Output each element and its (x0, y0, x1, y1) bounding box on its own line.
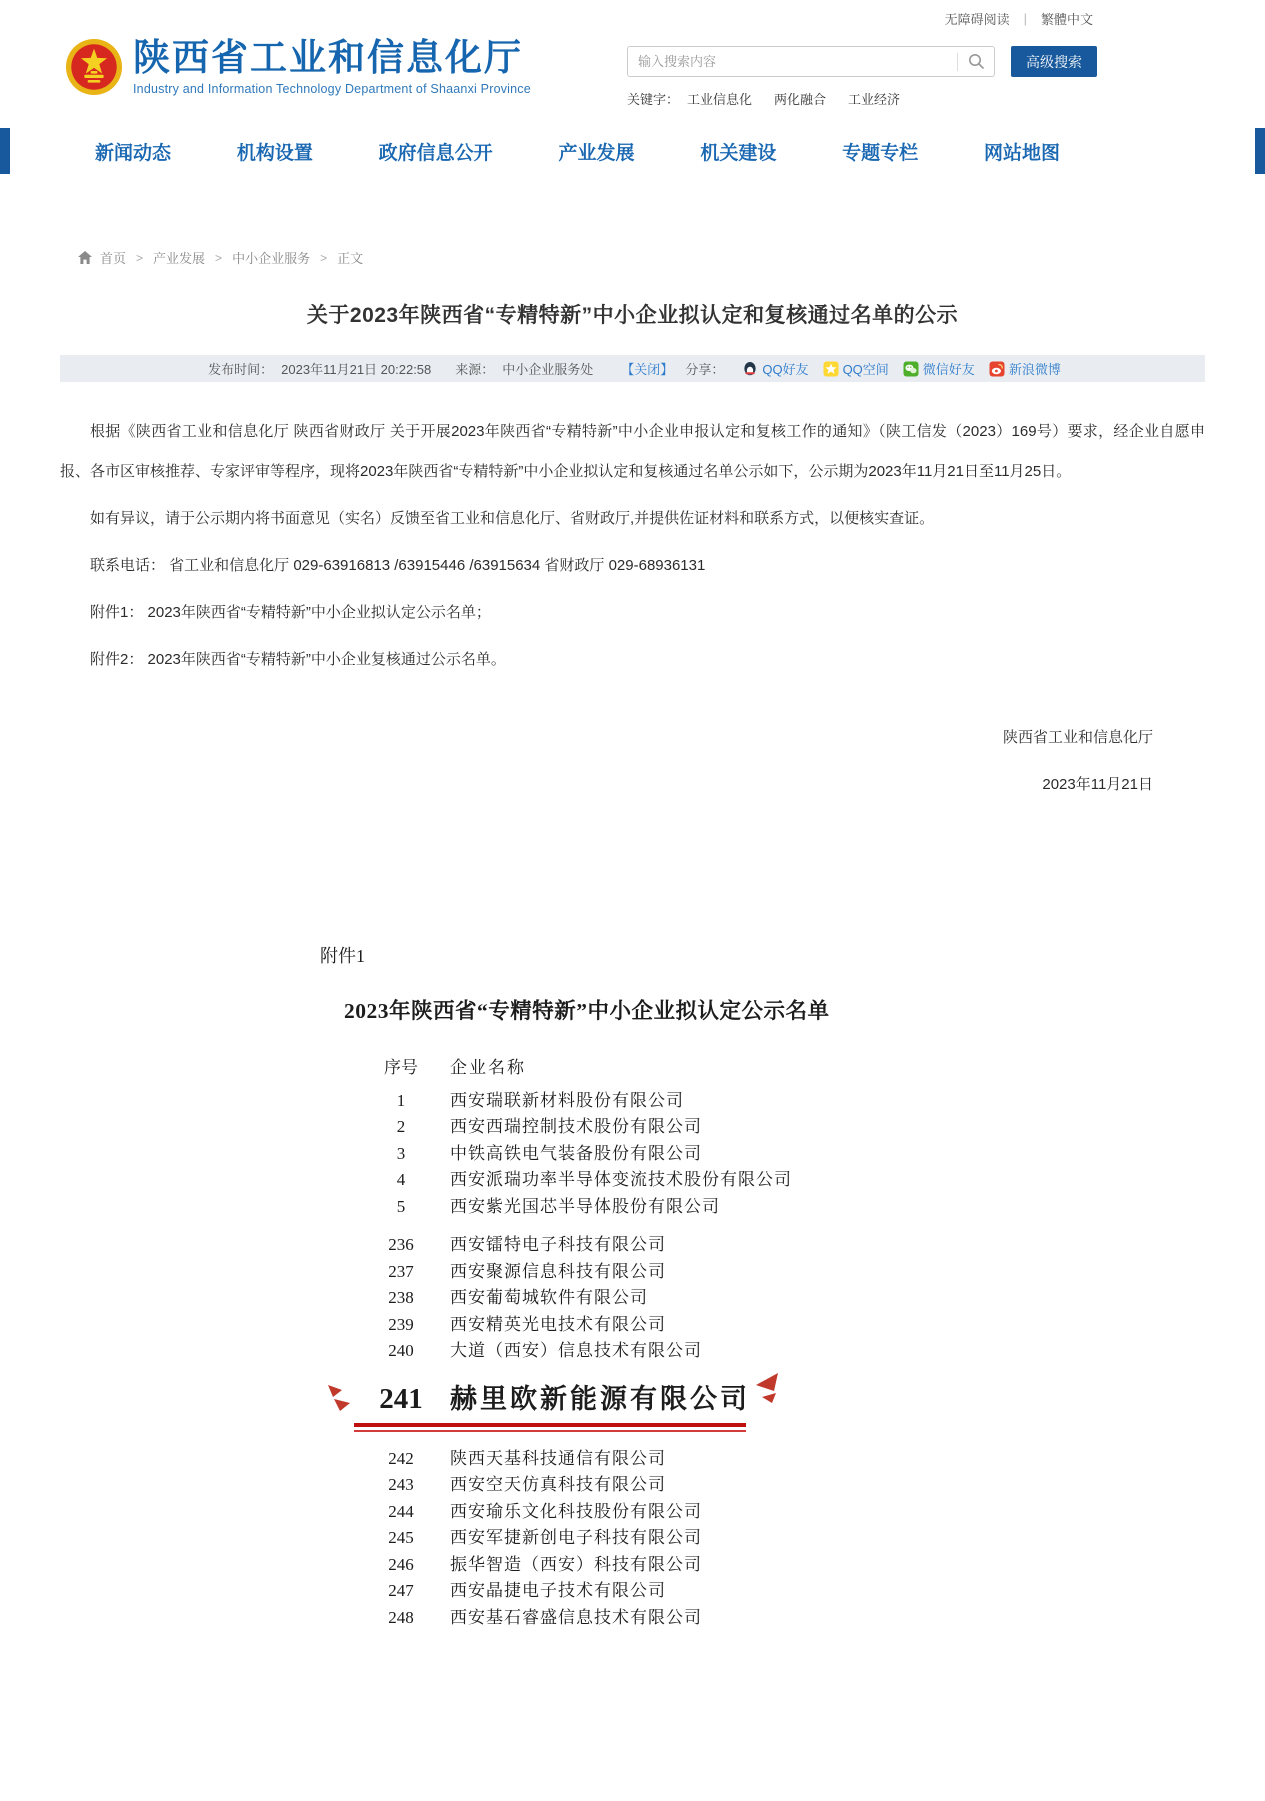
breadcrumb-sme-service[interactable]: 中小企业服务 (232, 251, 311, 266)
weibo-icon (989, 361, 1005, 377)
paragraph-attachment1-ref: 附件1： 2023年陕西省“专精特新”中小企业拟认定公示名单； (90, 604, 491, 621)
row-number: 237 (388, 1261, 414, 1281)
table-row (358, 1285, 980, 1312)
row-company-name: 西安晶捷电子技术有限公司 (450, 1581, 666, 1600)
row-number: 244 (388, 1501, 414, 1521)
paragraph-contact: 联系电话： 省工业和信息化厅 029-63916813 /63915446 /63915634 省财政厅 029-68936131 (90, 557, 706, 574)
highlight-row-number: 241 (379, 1382, 423, 1415)
table-row (358, 1446, 980, 1473)
site-subtitle: Industry and Information Technology Department of Shaanxi Province (133, 82, 531, 96)
rows-group-mid (358, 1232, 980, 1365)
row-company-name: 西安西瑞控制技术股份有限公司 (450, 1117, 702, 1136)
row-company-name: 西安葡萄城软件有限公司 (450, 1288, 648, 1307)
share-wechat-label: 微信好友 (922, 362, 975, 377)
table-header-row (358, 1055, 980, 1082)
article-meta-bar (60, 355, 1205, 382)
keyword-link[interactable]: 两化融合 (774, 92, 827, 107)
row-company-name: 西安紫光国芯半导体股份有限公司 (450, 1196, 720, 1216)
share-weibo[interactable] (989, 359, 1061, 378)
row-company-name: 西安基石睿盛信息技术有限公司 (450, 1607, 702, 1627)
nav-item[interactable]: 网站地图 (983, 142, 1060, 164)
article-title: 关于2023年陕西省“专精特新”中小企业拟认定和复核通过名单的公示 (306, 304, 959, 327)
publish-time: 2023年11月21日 20:22:58 (281, 362, 432, 377)
breadcrumb-industry[interactable]: 产业发展 (153, 251, 206, 266)
rows-group-top (358, 1088, 980, 1221)
row-number: 246 (388, 1554, 414, 1574)
search-icon (968, 53, 985, 70)
breadcrumb-current: 正文 (337, 251, 364, 266)
national-emblem-logo (65, 38, 123, 96)
attachment1-document (320, 942, 980, 1631)
table-row (358, 1088, 980, 1115)
attachment-label: 附件1 (320, 946, 365, 966)
row-number: 3 (396, 1143, 406, 1163)
highlight-company-name: 赫里欧新能源有限公司 (450, 1383, 750, 1414)
qq-icon (742, 361, 758, 377)
breadcrumb-separator: > (136, 250, 144, 265)
highlight-red-underline (354, 1423, 746, 1432)
source-value: 中小企业服务处 (502, 362, 594, 377)
nav-items (10, 128, 1255, 174)
row-number: 243 (388, 1475, 414, 1494)
row-company-name: 西安聚源信息科技有限公司 (450, 1261, 666, 1281)
site-header (0, 36, 1265, 128)
row-company-name: 西安军捷新创电子科技有限公司 (450, 1528, 702, 1547)
source-label: 来源： (455, 362, 495, 377)
accessibility-link[interactable]: 无障碍阅读 (944, 11, 1010, 27)
table-row (358, 1141, 980, 1168)
traditional-chinese-link[interactable]: 繁體中文 (1040, 11, 1093, 27)
table-row (358, 1194, 980, 1221)
breadcrumb-home[interactable]: 首页 (100, 251, 127, 266)
row-number: 2 (396, 1117, 406, 1136)
column-header-name: 企业名称 (450, 1058, 526, 1077)
breadcrumb-separator: > (320, 250, 328, 265)
share-qq-label: QQ好友 (762, 362, 809, 377)
site-branding (133, 36, 531, 96)
share-qzone[interactable] (823, 359, 889, 378)
table-row (358, 1525, 980, 1552)
close-link[interactable]: 【关闭】 (621, 362, 674, 377)
column-header-no: 序号 (384, 1058, 418, 1077)
publish-time-label: 发布时间： (208, 362, 274, 377)
share-weibo-label: 新浪微博 (1008, 362, 1061, 377)
row-company-name: 大道（西安）信息技术有限公司 (450, 1341, 702, 1360)
row-number: 248 (388, 1607, 414, 1627)
row-company-name: 西安派瑞功率半导体变流技术股份有限公司 (450, 1170, 792, 1189)
search-keywords (627, 89, 1097, 108)
table-row (358, 1472, 980, 1499)
row-number: 4 (396, 1170, 406, 1189)
search-area (627, 46, 1097, 108)
row-company-name: 西安镭特电子科技有限公司 (450, 1235, 666, 1254)
paragraph-objection: 如有异议，请于公示期内将书面意见（实名）反馈至省工业和信息化厅、省财政厅,并提供佐证材料和联系方式，以便核实查证。 (90, 510, 935, 527)
search-input[interactable] (628, 47, 957, 76)
qzone-star-icon (823, 361, 839, 377)
table-row (358, 1167, 980, 1194)
row-company-name: 西安瑞联新材料股份有限公司 (450, 1090, 684, 1110)
red-arrow-left-icon (326, 1383, 352, 1415)
keyword-link[interactable]: 工业信息化 (687, 92, 753, 107)
share-label: 分享： (685, 362, 725, 377)
table-row (358, 1578, 980, 1605)
home-icon (78, 251, 92, 264)
company-list-table (358, 1055, 980, 1631)
row-number: 1 (396, 1090, 406, 1110)
nav-item[interactable]: 机构设置 (236, 142, 313, 164)
article-body (60, 412, 1205, 680)
row-number: 236 (388, 1235, 414, 1254)
advanced-search-button[interactable]: 高级搜索 (1011, 46, 1097, 77)
table-row (358, 1499, 980, 1526)
nav-item[interactable]: 专题专栏 (842, 142, 919, 164)
table-row (358, 1338, 980, 1365)
highlighted-row-241 (358, 1377, 980, 1416)
signature-org: 陕西省工业和信息化厅 (1002, 729, 1153, 746)
table-row (358, 1312, 980, 1339)
breadcrumb (60, 248, 1205, 267)
keywords-label: 关键字： (627, 92, 680, 107)
row-company-name: 陕西天基科技通信有限公司 (450, 1448, 666, 1468)
share-wechat[interactable] (903, 359, 975, 378)
table-row (358, 1605, 980, 1632)
row-number: 245 (388, 1528, 414, 1547)
row-number: 242 (388, 1448, 414, 1468)
share-qzone-label: QQ空间 (842, 362, 889, 377)
row-number: 5 (396, 1196, 406, 1216)
nav-item[interactable]: 机关建设 (700, 142, 777, 164)
table-row (358, 1552, 980, 1579)
main-navigation (0, 128, 1265, 174)
search-box (627, 46, 995, 77)
signature-date: 2023年11月21日 (1042, 776, 1153, 793)
row-number: 247 (388, 1581, 414, 1600)
rows-group-bottom (358, 1446, 980, 1632)
row-number: 240 (388, 1341, 414, 1360)
nav-item[interactable]: 产业发展 (558, 142, 635, 164)
search-button[interactable] (958, 47, 994, 76)
share-qq[interactable] (742, 359, 808, 378)
breadcrumb-separator: > (215, 250, 223, 265)
topbar-divider: | (1023, 10, 1027, 26)
top-utility-bar (0, 0, 1265, 36)
row-company-name: 中铁高铁电气装备股份有限公司 (450, 1143, 702, 1163)
attachment-title: 2023年陕西省“专精特新”中小企业拟认定公示名单 (344, 999, 830, 1023)
nav-item[interactable]: 新闻动态 (95, 142, 172, 164)
page-content (0, 248, 1265, 1801)
table-row (358, 1114, 980, 1141)
nav-item[interactable]: 政府信息公开 (378, 142, 493, 164)
article-signature (60, 726, 1205, 794)
table-row (358, 1232, 980, 1259)
paragraph-attachment2-ref: 附件2： 2023年陕西省“专精特新”中小企业复核通过公示名单。 (90, 651, 506, 668)
paragraph-basis: 根据《陕西省工业和信息化厅 陕西省财政厅 关于开展2023年陕西省“专精特新”中小企业申报认定和复核工作的通知》（陕工信发（2023）169号）要求，经企业自愿申报、各市区审核推荐、专家评审等程序，现将2023年陕西省“专精特新”中小企业拟认定和复核通过名单公示如下，公示期为2023年11月21日至11月25日。 (60, 423, 1205, 480)
row-company-name: 西安空天仿真科技有限公司 (450, 1475, 666, 1494)
row-number: 238 (388, 1288, 414, 1307)
row-company-name: 西安瑜乐文化科技股份有限公司 (450, 1501, 702, 1521)
row-company-name: 西安精英光电技术有限公司 (450, 1314, 666, 1334)
table-row (358, 1259, 980, 1286)
keyword-link[interactable]: 工业经济 (848, 92, 901, 107)
row-number: 239 (388, 1314, 414, 1334)
wechat-icon (903, 361, 919, 377)
red-arrow-right-icon (752, 1371, 782, 1405)
row-company-name: 振华智造（西安）科技有限公司 (450, 1554, 702, 1574)
site-title: 陕西省工业和信息化厅 (133, 37, 523, 78)
